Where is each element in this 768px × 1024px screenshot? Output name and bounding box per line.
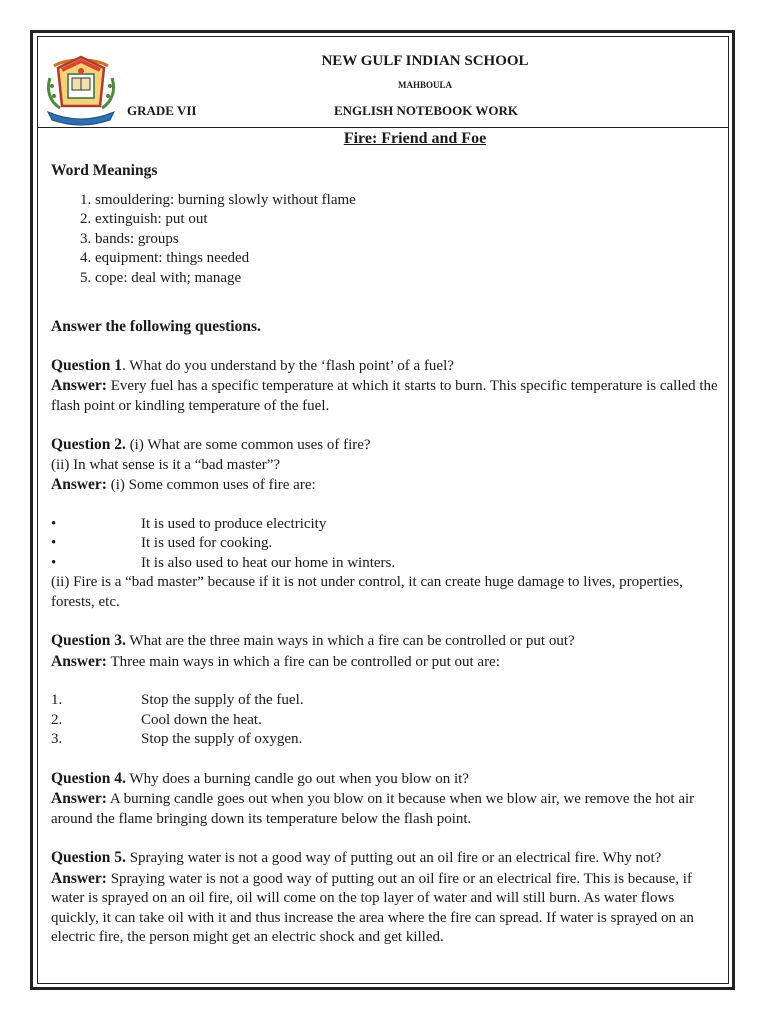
answer-label: Answer: — [51, 377, 107, 394]
question-3 — [51, 631, 719, 652]
question-5 — [51, 848, 719, 869]
answer-text: Three main ways in which a fire can be controlled or put out are: — [106, 653, 500, 670]
answer-label: Answer: — [51, 476, 107, 493]
word-meanings-list — [51, 191, 719, 289]
list-item: • It is also used to heat our home in winters. — [51, 554, 719, 574]
question-text: (i) What are some common uses of fire? — [125, 437, 371, 453]
bullet-icon: • — [51, 535, 57, 551]
list-item: 1. smouldering: burning slowly without flame — [95, 191, 719, 211]
header-divider — [37, 127, 729, 128]
bullet-icon: • — [51, 554, 57, 571]
worksheet-content — [51, 161, 719, 948]
list-item: 4. equipment: things needed — [95, 249, 719, 269]
answer-label: Answer: — [51, 652, 107, 670]
answer-4 — [51, 789, 719, 829]
list-item: 5. cope: deal with; manage — [95, 269, 719, 289]
question-label: Question 3. — [51, 632, 126, 649]
answer-2 — [51, 475, 719, 496]
answer-text: A burning candle goes out when you blow on it because when we blow air, we remove the hot air around the flame bringing down its temperature below the flash point. — [51, 791, 695, 827]
bullet-icon: • — [51, 515, 57, 532]
answer-label: Answer: — [51, 869, 107, 887]
answer-1 — [51, 376, 719, 416]
question-1 — [51, 356, 719, 377]
subject-label: ENGLISH NOTEBOOK WORK — [334, 103, 518, 118]
list-item: 2. extinguish: put out — [95, 210, 719, 230]
list-item: • It is used to produce electricity — [51, 515, 719, 535]
question-label: Question 4. — [51, 769, 126, 787]
answer-label: Answer: — [51, 790, 107, 807]
answer-text: Spraying water is not a good way of putting out an oil fire or an electrical fire. This is because, if water is sprayed on an oil fire, oil will come on the top layer of water and will still burn. As water flows quickly, it can take oil with it and thus increase the area where the fire can spread. If water is sprayed on an electric fire, the person might get an electric shock and get killed. — [51, 870, 694, 945]
list-item: 1. Stop the supply of the fuel. — [51, 692, 304, 708]
answer-text: Every fuel has a specific temperature at which it starts to burn. This specific temperature is called the flash point or kindling temperature of the fuel. — [51, 378, 718, 414]
list-item: • It is used for cooking. — [51, 534, 719, 554]
question-text: Why does a burning candle go out when you blow on it? — [125, 770, 469, 787]
answer-2-part-2: (ii) Fire is a “bad master” because if it is not under control, it can create huge damage to lives, properties, forests, etc. — [51, 574, 683, 610]
question-2 — [51, 435, 719, 456]
question-text: Spraying water is not a good way of putting out an oil fire or an electrical fire. Why not? — [125, 850, 662, 866]
question-label: Question 5. — [51, 849, 126, 866]
question-text: What are the three main ways in which a fire can be controlled or put out? — [125, 633, 575, 649]
question-2-part-2: (ii) In what sense is it a “bad master”? — [51, 456, 281, 473]
school-name: NEW GULF INDIAN SCHOOL — [321, 53, 529, 69]
school-location: MAHBOULA — [398, 80, 452, 90]
question-4 — [51, 769, 719, 790]
answer-5 — [51, 869, 719, 948]
word-meanings-heading: Word Meanings — [51, 162, 158, 179]
question-label: Question 2. — [51, 436, 126, 453]
question-text: . What do you understand by the ‘flash point’ of a fuel? — [122, 357, 454, 374]
list-item: 3. Stop the supply of oxygen. — [51, 731, 303, 747]
grade-label: GRADE VII — [127, 103, 197, 118]
question-label: Question 1 — [51, 356, 123, 374]
answer-3 — [51, 652, 719, 673]
instructions-heading: Answer the following questions. — [51, 318, 261, 335]
list-item: 3. bands: groups — [95, 230, 719, 250]
answer-text: (i) Some common uses of fire are: — [106, 477, 316, 493]
lesson-title: Fire: Friend and Foe — [343, 130, 487, 147]
list-item: 2. Cool down the heat. — [51, 711, 262, 728]
